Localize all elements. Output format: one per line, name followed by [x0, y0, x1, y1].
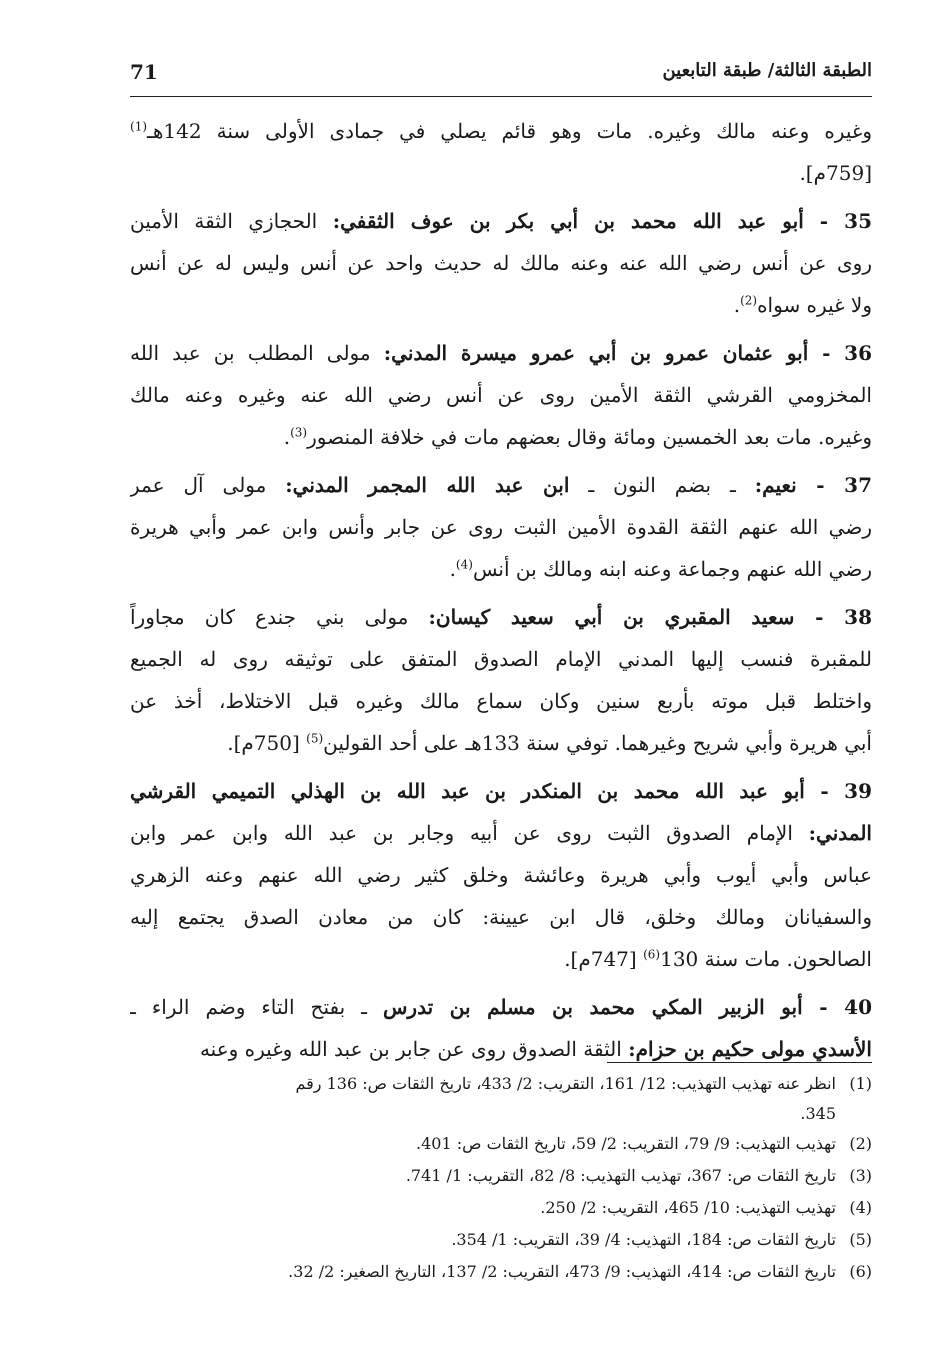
- line-text: [747م].: [564, 947, 644, 971]
- footnote: [130, 1068, 872, 1100]
- biography-entry: [130, 200, 872, 326]
- line-text: أبي هريرة وأبي شريح وغيرهما. توفي سنة 133هـ على أحد القولين: [323, 731, 872, 755]
- biography-entry: [130, 986, 872, 1070]
- line-text: .: [283, 425, 291, 449]
- text-line: [130, 722, 872, 764]
- entry-heading: ابن عبد الله المجمر المدني:: [285, 473, 570, 497]
- line-text: مولى بني جندع كان مجاوراً: [130, 605, 429, 629]
- text-line: [130, 374, 872, 416]
- line-text: عباس وأبي أيوب وأبي هريرة وعائشة وخلق كثير رضي الله عنهم وعنه الزهري: [130, 863, 872, 887]
- text-line: [130, 200, 872, 242]
- footnote: [130, 1256, 872, 1288]
- text-line: [130, 812, 872, 854]
- footnote-number: (2): [849, 1134, 872, 1153]
- line-text: الإمام الصدوق الثبت روى عن أبيه وجابر بن عبد الله وابن عمر وابن: [130, 821, 809, 845]
- entry-heading: 38 - سعيد المقبري بن أبي سعيد كيسان:: [428, 605, 872, 629]
- biography-entry: [130, 596, 872, 764]
- line-text: الحجازي الثقة الأمين: [130, 209, 333, 233]
- text-line: [130, 1028, 872, 1070]
- entry-heading: 40 - أبو الزبير المكي محمد بن مسلم بن تدرس: [383, 995, 872, 1019]
- text-line: [130, 938, 872, 980]
- footnote-text: تاريخ الثقات ص: 367، تهذيب التهذيب: 8/ 82، التقريب: 1/ 741.: [405, 1166, 836, 1185]
- entry-heading: 36 - أبو عثمان عمرو بن أبي عمرو ميسرة المدني:: [383, 341, 872, 365]
- line-text: [750م].: [227, 731, 307, 755]
- footnote-number: (1): [849, 1074, 872, 1093]
- footnote-ref: (3): [290, 425, 308, 440]
- biography-entry: [130, 110, 872, 194]
- text-line: [130, 332, 872, 374]
- line-text: وغيره. مات بعد الخمسين ومائة وقال بعضهم مات في خلافة المنصور: [307, 425, 872, 449]
- line-text: الصالحون. مات سنة 130: [660, 947, 872, 971]
- entry-heading: الأسدي مولى حكيم بن حزام:: [628, 1037, 872, 1061]
- footnote: [130, 1128, 872, 1160]
- main-text: [130, 110, 872, 1076]
- text-line: [130, 986, 872, 1028]
- biography-entry: [130, 770, 872, 980]
- line-text: .: [733, 293, 741, 317]
- line-text: للمقبرة فنسب إليها المدني الإمام الصدوق المتفق على توثيقه روى له الجميع: [130, 647, 872, 671]
- text-line: [130, 680, 872, 722]
- text-line: [130, 242, 872, 284]
- biography-entry: [130, 464, 872, 590]
- text-line: [130, 416, 872, 458]
- footnote-ref: (4): [455, 557, 473, 572]
- line-text: ـ بفتح التاء وضم الراء ـ: [130, 995, 383, 1019]
- text-line: [130, 152, 872, 194]
- footnote-number: (5): [849, 1230, 872, 1249]
- footnote-text: تهذيب التهذيب: 10/ 465، التقريب: 2/ 250.: [540, 1198, 836, 1217]
- entry-heading: 35 - أبو عبد الله محمد بن أبي بكر بن عوف الثقفي:: [332, 209, 872, 233]
- text-line: [130, 548, 872, 590]
- text-line: [130, 110, 872, 152]
- page-number: 71: [130, 60, 158, 84]
- text-line: [130, 896, 872, 938]
- line-text: مولى المطلب بن عبد الله: [130, 341, 384, 365]
- header-title: الطبقة الثالثة/ طبقة التابعين: [662, 60, 872, 81]
- footnote-ref: (2): [740, 293, 758, 308]
- footnote-ref: (1): [130, 119, 148, 134]
- biography-entry: [130, 332, 872, 458]
- text-line: [130, 506, 872, 548]
- line-text: ولا غيره سواه: [757, 293, 872, 317]
- footnote-text: تهذيب التهذيب: 9/ 79، التقريب: 2/ 59، تاريخ الثقات ص: 401.: [416, 1134, 836, 1153]
- footnote-number: (4): [849, 1198, 872, 1217]
- line-text: والسفيانان ومالك وخلق، قال ابن عيينة: كان من معادن الصدق يجتمع إليه: [130, 905, 872, 929]
- footnote-ref: (5): [306, 731, 324, 746]
- text-line: [130, 464, 872, 506]
- line-text: المخزومي القرشي الثقة الأمين روى عن أنس رضي الله عنه وغيره وعنه مالك: [130, 383, 872, 407]
- footnote: [130, 1192, 872, 1224]
- entry-heading: 37 - نعيم:: [754, 473, 872, 497]
- text-line: [130, 638, 872, 680]
- entry-heading: 39 - أبو عبد الله محمد بن المنكدر بن عبد الله بن الهذلي التميمي القرشي: [130, 779, 872, 803]
- line-text: واختلط قبل موته بأربع سنين وكان سماع مالك وغيره قبل الاختلاط، أخذ عن: [130, 689, 872, 713]
- footnote-number: (6): [849, 1262, 872, 1281]
- line-text: مولى آل عمر: [130, 473, 286, 497]
- footnote-ref: (6): [643, 947, 661, 962]
- line-text: الثقة الصدوق روى عن جابر بن عبد الله وغيره وعنه: [199, 1037, 629, 1061]
- line-text: رضي الله عنهم وجماعة وعنه ابنه ومالك بن أنس: [472, 557, 872, 581]
- footnote-text: انظر عنه تهذيب التهذيب: 12/ 161، التقريب: 2/ 433، تاريخ الثقات ص: 136 رقم: [295, 1074, 836, 1093]
- footnote-number: (3): [849, 1166, 872, 1185]
- book-page: [130, 58, 872, 1348]
- footnote-text: تاريخ الثقات ص: 184، التهذيب: 4/ 39، التقريب: 1/ 354.: [451, 1230, 836, 1249]
- line-text: ـ بضم النون ـ: [569, 473, 755, 497]
- line-text: رضي الله عنهم الثقة القدوة الأمين الثبت روى عن جابر وأنس وابن عمر وأبي هريرة: [130, 515, 872, 539]
- footnote-text: تاريخ الثقات ص: 414، التهذيب: 9/ 473، التقريب: 2/ 137، التاريخ الصغير: 2/ 32.: [288, 1262, 836, 1281]
- footnote: [130, 1160, 872, 1192]
- footnotes: [130, 1068, 872, 1288]
- footnote-continuation: 345.: [800, 1104, 836, 1123]
- footnote: [130, 1224, 872, 1256]
- line-text: روى عن أنس رضي الله عنه وعنه مالك له حديث واحد عن أنس وليس له عن أنس: [130, 251, 872, 275]
- text-line: [130, 284, 872, 326]
- text-line: [130, 596, 872, 638]
- line-text: وغيره وعنه مالك وغيره. مات وهو قائم يصلي في جمادى الأولى سنة 142هـ: [147, 119, 872, 143]
- line-text: [759م].: [799, 161, 872, 185]
- footnote-separator: [607, 1062, 872, 1063]
- text-line: [130, 854, 872, 896]
- running-header: [130, 58, 872, 97]
- text-line: [130, 770, 872, 812]
- line-text: .: [449, 557, 456, 581]
- entry-heading: المدني:: [808, 821, 872, 845]
